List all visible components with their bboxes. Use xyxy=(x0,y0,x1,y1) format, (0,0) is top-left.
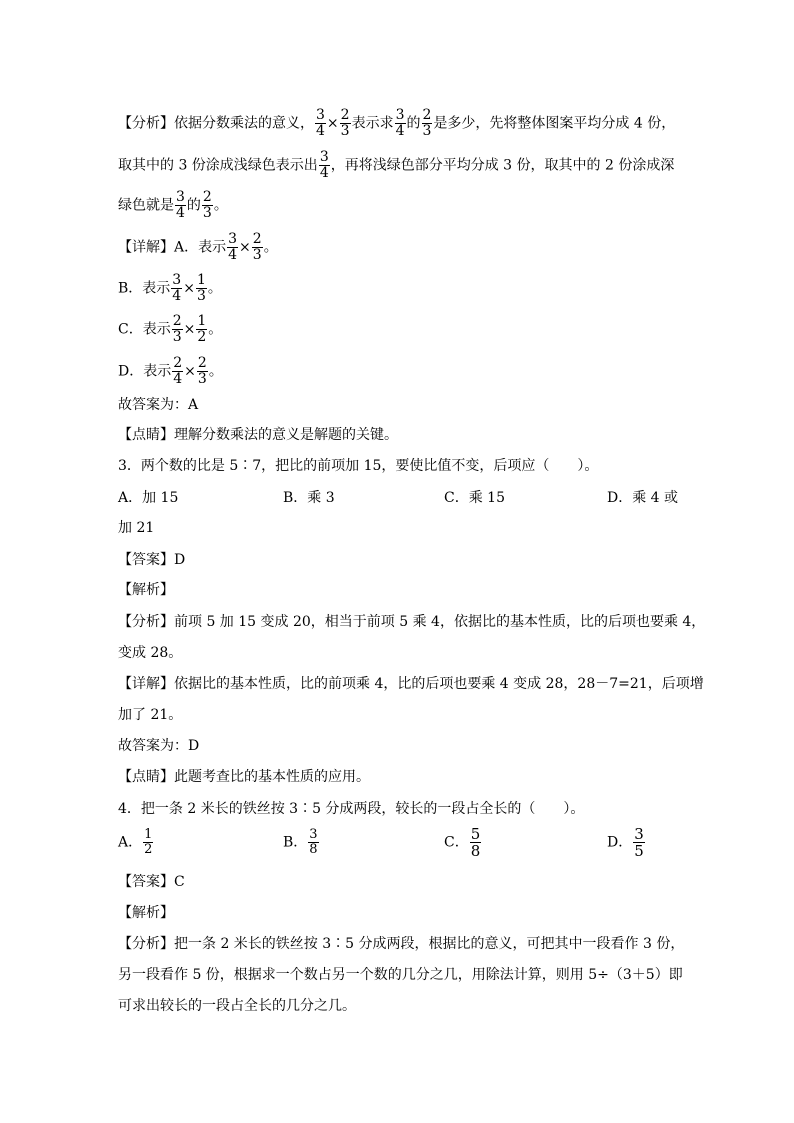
fraction: $\frac{3}{8}$ xyxy=(309,827,318,857)
fraction: $\frac{3}{4}$ xyxy=(395,107,405,139)
fraction: $\frac{1}{2}$ xyxy=(197,313,207,345)
fraction: $\frac{5}{8}$ xyxy=(470,825,481,860)
analysis-tag: 【分析】 xyxy=(118,115,174,132)
q2-detail-c: C．表示 $\frac{2}{3}$ × $\frac{1}{2}$ 。 xyxy=(118,313,223,345)
q3-option-c: C．乘 15 xyxy=(444,490,505,506)
fraction: $\frac{3}{4}$ xyxy=(176,189,185,221)
q4-option-b: B． $\frac{3}{8}$ xyxy=(283,827,318,857)
q4-option-c: C． $\frac{5}{8}$ xyxy=(444,825,481,860)
fraction: $\frac{2}{3}$ xyxy=(252,231,262,263)
q3-option-b: B．乘 3 xyxy=(283,490,335,506)
q3-answer-line: 故答案为：D xyxy=(118,738,200,754)
q4-option-a: A． $\frac{1}{2}$ xyxy=(118,827,153,857)
q3-analysis-line-1: 【分析】前项 5 加 15 变成 20，相当于前项 5 乘 4，依据比的基本性质，比的后项也要乘 4， xyxy=(118,614,706,630)
q3-jiexi: 【解析】 xyxy=(118,582,174,598)
q3-comment: 【点睛】此题考查比的基本性质的应用。 xyxy=(118,769,370,785)
q3-answer: 【答案】D xyxy=(118,552,186,568)
fraction: $\frac{2}{3}$ xyxy=(340,107,350,139)
q2-analysis-line-3: 绿色就是 $\frac{3}{4}$ 的 $\frac{2}{3}$ 。 xyxy=(118,189,228,221)
fraction: $\frac{2}{3}$ xyxy=(422,107,432,139)
q4-stem: 4．把一条 2 米长的铁丝按 3∶5 分成两段，较长的一段占全长的（ ）。 xyxy=(118,801,585,817)
q4-analysis-line-3: 可求出较长的一段占全长的几分之几。 xyxy=(118,998,356,1014)
q3-stem: 3．两个数的比是 5∶7，把比的前项加 15，要使比值不变，后项应（ ）。 xyxy=(118,458,599,474)
q4-analysis-line-1: 【分析】把一条 2 米长的铁丝按 3∶5 分成两段，根据比的意义，可把其中一段看作 3 份， xyxy=(118,936,685,952)
q2-answer-line: 故答案为：A xyxy=(118,397,199,413)
q3-option-a: A．加 15 xyxy=(118,490,179,506)
q2-detail-d: D．表示 $\frac{2}{4}$ × $\frac{2}{3}$ 。 xyxy=(118,355,223,387)
fraction: $\frac{2}{3}$ xyxy=(202,189,212,221)
fraction: $\frac{3}{5}$ xyxy=(634,825,644,860)
fraction: $\frac{3}{4}$ xyxy=(319,149,329,181)
q4-option-d: D． $\frac{3}{5}$ xyxy=(607,825,644,860)
fraction: $\frac{2}{4}$ xyxy=(173,355,183,387)
q2-comment: 【点睛】理解分数乘法的意义是解题的关键。 xyxy=(118,427,398,443)
fraction: $\frac{1}{2}$ xyxy=(144,827,153,857)
q3-detail-line-1: 【详解】依据比的基本性质，比的前项乘 4，比的后项也要乘 4 变成 28，28－7=21，后项增 xyxy=(118,676,704,692)
fraction: $\frac{2}{3}$ xyxy=(197,355,207,387)
fraction: $\frac{2}{3}$ xyxy=(172,313,182,345)
fraction: $\frac{3}{4}$ xyxy=(228,231,238,263)
q2-detail-b: B．表示 $\frac{3}{4}$ × $\frac{1}{3}$ 。 xyxy=(118,272,222,304)
q2-analysis-line-1: 【分析】依据分数乘法的意义， $\frac{3}{4}$ × $\frac{2}{3}$ 表示求 $\frac{3}{4}$ 的 $\frac{2}{3}$ 是多少，先将整体图案平均分成 4 份， xyxy=(118,107,676,139)
q3-analysis-line-2: 变成 28。 xyxy=(118,645,183,661)
q3-detail-line-2: 加了 21。 xyxy=(118,707,183,723)
q4-analysis-line-2: 另一段看作 5 份，根据求一个数占另一个数的几分之几，用除法计算，则用 5÷（3＋5）即 xyxy=(118,967,683,983)
q2-detail-a: 【详解】A．表示 $\frac{3}{4}$ × $\frac{2}{3}$ 。 xyxy=(118,231,278,263)
comment-tag: 【点睛】 xyxy=(118,427,174,443)
fraction: $\frac{1}{3}$ xyxy=(196,272,206,304)
fraction: $\frac{3}{4}$ xyxy=(316,107,325,139)
q3-option-d: D．乘 4 或 xyxy=(607,490,679,506)
q2-analysis-line-2: 取其中的 3 份涂成浅绿色表示出 $\frac{3}{4}$ ，再将浅绿色部分平均分成 3 份，取其中的 2 份涂成深 xyxy=(118,149,675,181)
q3-option-d-cont: 加 21 xyxy=(118,520,155,536)
q4-jiexi: 【解析】 xyxy=(118,905,174,921)
q4-answer: 【答案】C xyxy=(118,874,185,890)
fraction: $\frac{3}{4}$ xyxy=(172,272,182,304)
detail-tag: 【详解】 xyxy=(118,239,174,256)
